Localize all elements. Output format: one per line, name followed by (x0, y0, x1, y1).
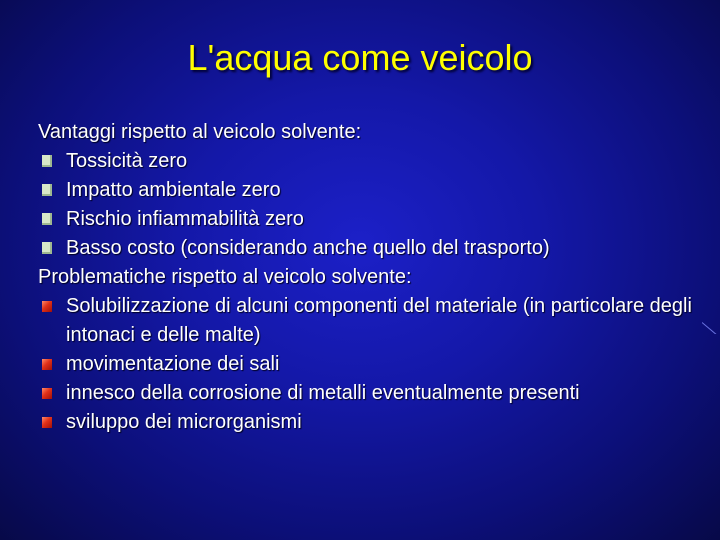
list-item (38, 147, 708, 176)
list-item-text: Basso costo (considerando anche quello del trasporto) (66, 237, 550, 259)
red-square-bullet-icon (42, 301, 52, 312)
slide-content (38, 118, 708, 437)
list-item (38, 234, 708, 263)
square-bullet-icon (42, 213, 52, 225)
list-item (38, 379, 708, 408)
square-bullet-icon (42, 155, 52, 167)
slide-title: L'acqua come veicolo (187, 37, 533, 78)
list-item-text: movimentazione dei sali (66, 353, 280, 375)
red-square-bullet-icon (42, 417, 52, 428)
red-square-bullet-icon (42, 388, 52, 399)
section-heading-advantages: Vantaggi rispetto al veicolo solvente: (38, 121, 362, 143)
list-item (38, 205, 708, 234)
square-bullet-icon (42, 242, 52, 254)
list-item-text: Solubilizzazione di alcuni componenti del materiale (in particolare degli intonaci e delle malte) (66, 295, 692, 346)
list-item-text: Impatto ambientale zero (66, 179, 281, 201)
list-item (38, 408, 708, 437)
square-bullet-icon (42, 184, 52, 196)
list-item (38, 176, 708, 205)
list-item-text: Rischio infiammabilità zero (66, 208, 304, 230)
list-item-text: innesco della corrosione di metalli eventualmente presenti (66, 382, 580, 404)
list-item-text: sviluppo dei microrganismi (66, 411, 302, 433)
section-heading-problems: Problematiche rispetto al veicolo solvente: (38, 266, 412, 288)
list-item (38, 350, 708, 379)
list-item-text: Tossicità zero (66, 150, 188, 172)
list-item (38, 292, 708, 350)
red-square-bullet-icon (42, 359, 52, 370)
